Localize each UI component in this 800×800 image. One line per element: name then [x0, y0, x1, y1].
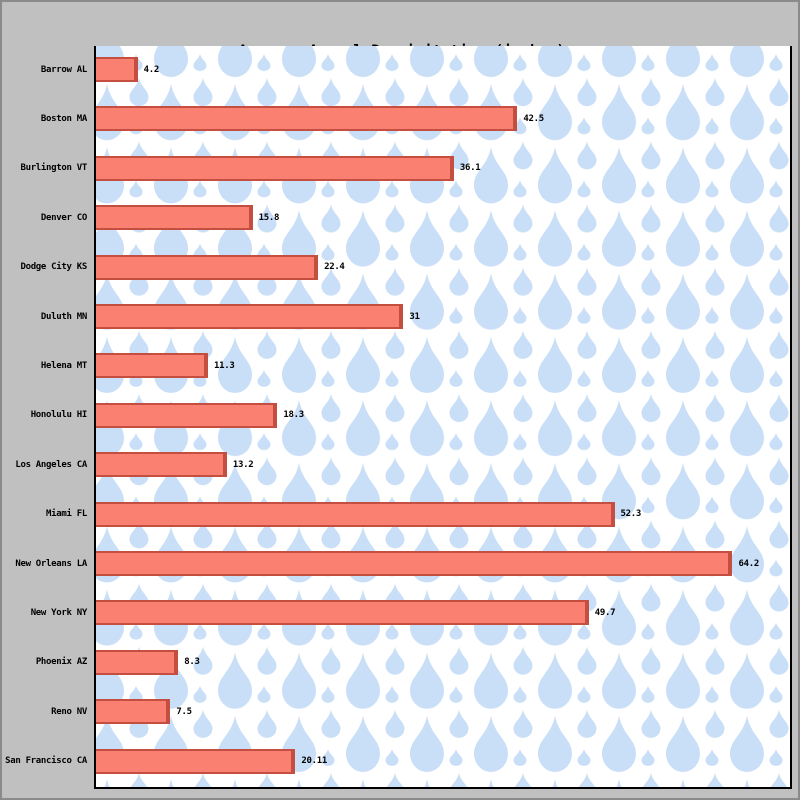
value-label: 8.3: [184, 657, 200, 668]
category-label: New Orleans LA: [15, 558, 87, 569]
bar: [96, 452, 227, 477]
value-label: 49.7: [594, 607, 616, 618]
category-label: Reno NV: [51, 706, 87, 717]
bar: [96, 304, 403, 329]
category-label: Los Angeles CA: [15, 459, 87, 470]
value-label: 11.3: [214, 360, 235, 371]
bar: [96, 502, 615, 527]
category-label: San Francisco CA: [5, 756, 87, 767]
category-labels: [2, 46, 87, 789]
bar: [96, 57, 138, 82]
bar: [96, 403, 277, 428]
value-label: 20.11: [301, 756, 327, 767]
category-label: Barrow AL: [40, 64, 87, 75]
bar: [96, 699, 170, 724]
value-label: 42.5: [523, 113, 544, 124]
category-label: Helena MT: [40, 360, 87, 371]
category-label: Burlington VT: [20, 163, 87, 174]
bar: [96, 156, 454, 181]
category-label: Miami FL: [46, 509, 87, 520]
value-label: 36.1: [459, 163, 481, 174]
bar: [96, 353, 208, 378]
value-label: 64.2: [738, 558, 759, 569]
bar: [96, 205, 253, 230]
value-label: 13.2: [232, 459, 254, 470]
category-label: Denver CO: [40, 212, 87, 223]
category-label: Honolulu HI: [30, 410, 87, 421]
bar: [96, 551, 732, 576]
category-label: Boston MA: [40, 113, 87, 124]
bar: [96, 255, 318, 280]
bar: [96, 106, 517, 131]
category-label: Dodge City KS: [20, 262, 87, 273]
value-label: 52.3: [620, 509, 641, 520]
value-label: 4.2: [143, 64, 159, 75]
value-label: 31: [409, 311, 420, 322]
category-label: Duluth MN: [40, 311, 87, 322]
bar: [96, 749, 295, 774]
plot-area: [94, 46, 792, 789]
bar: [96, 600, 589, 625]
value-label: 22.4: [324, 262, 345, 273]
value-label: 18.3: [283, 410, 304, 421]
value-label: 7.5: [176, 706, 192, 717]
bar: [96, 650, 178, 675]
category-label: New York NY: [30, 607, 87, 618]
value-label: 15.8: [258, 212, 280, 223]
category-label: Phoenix AZ: [35, 657, 87, 668]
